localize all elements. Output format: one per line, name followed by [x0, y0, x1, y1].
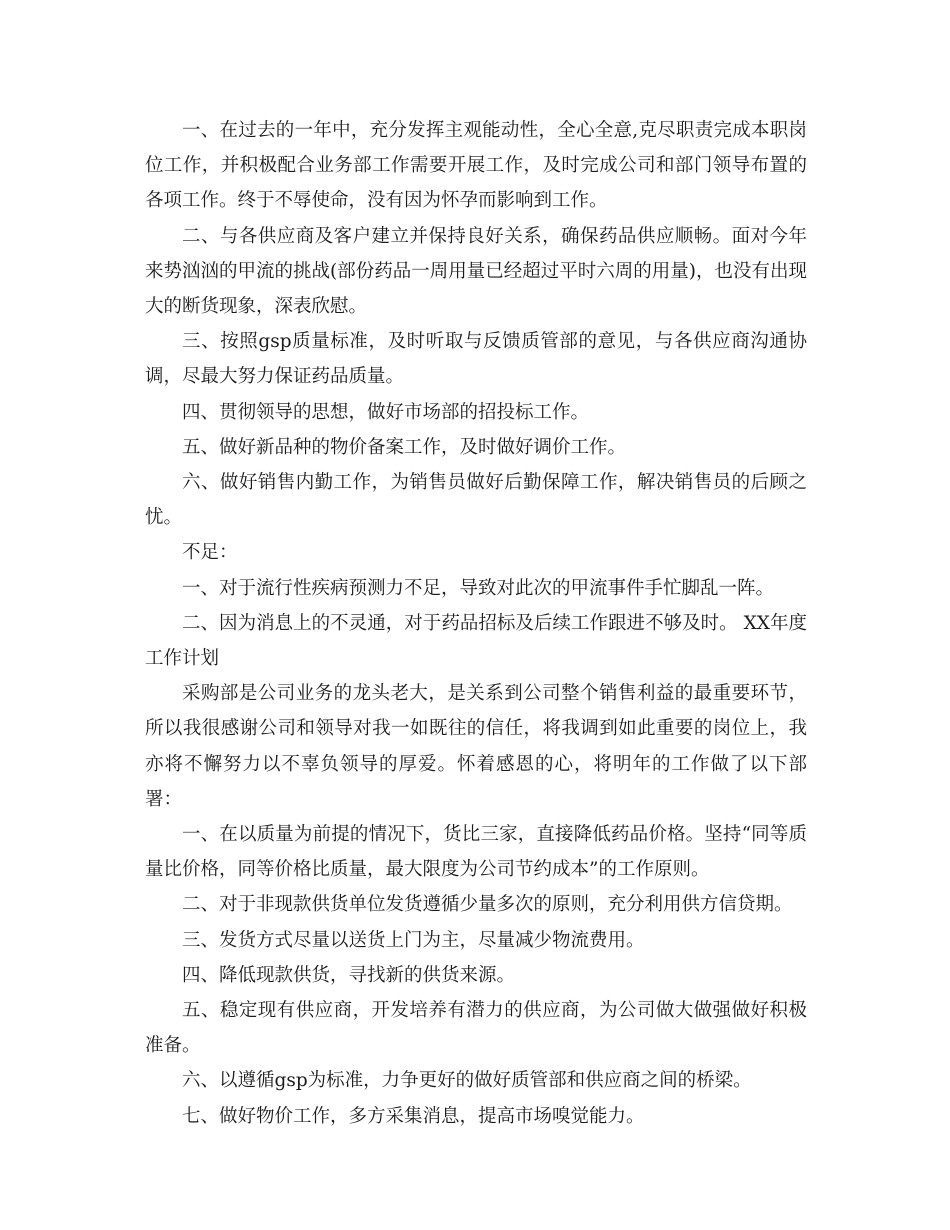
paragraph-4: 四、贯彻领导的思想，做好市场部的招投标工作。 — [182, 401, 590, 423]
paragraph-11: 一、在以质量为前提的情况下，货比三家，直接降低药品价格。坚持“同等质量比价格，同等价格比质量，最大限度为公司节约成本”的工作原则。 — [145, 824, 807, 881]
paragraph-1: 一、在过去的一年中，充分发挥主观能动性，全心全意,克尽职责完成本职岗位工作，并积极配合业务部工作需要开展工作，及时完成公司和部门领导布置的各项工作。终于不辱使命，没有因为怀孕而影响到工作。 — [145, 120, 807, 212]
paragraph-13: 三、发货方式尽量以送货上门为主，尽量减少物流费用。 — [182, 929, 645, 951]
paragraph-17: 七、做好物价工作，多方采集消息，提高市场嗅觉能力。 — [182, 1105, 645, 1127]
paragraph-16: 六、以遵循gsp为标准，力争更好的做好质管部和供应商之间的桥梁。 — [182, 1070, 752, 1092]
paragraph-6: 六、做好销售内勤工作，为销售员做好后勤保障工作，解决销售员的后顾之忧。 — [145, 472, 807, 529]
paragraph-5: 五、做好新品种的物价备案工作，及时做好调价工作。 — [182, 436, 627, 458]
paragraph-3: 三、按照gsp质量标准，及时听取与反馈质管部的意见，与各供应商沟通协调，尽最大努力保证药品质量。 — [145, 331, 807, 388]
paragraph-10: 采购部是公司业务的龙头老大，是关系到公司整个销售利益的最重要环节，所以我很感谢公司和领导对我一如既往的信任，将我调到如此重要的岗位上，我亦将不懈努力以不辜负领导的厚爱。怀着感恩的心，将明年的工作做了以下部署： — [145, 683, 807, 810]
paragraph-9: 二、因为消息上的不灵通，对于药品招标及后续工作跟进不够及时。 XX年度工作计划 — [145, 612, 807, 670]
document-body — [145, 113, 807, 1134]
section-heading-shortcomings: 不足： — [182, 542, 238, 564]
paragraph-12: 二、对于非现款供货单位发货遵循少量多次的原则，充分利用供方信贷期。 — [182, 894, 793, 916]
paragraph-8: 一、对于流行性疾病预测力不足，导致对此次的甲流事件手忙脚乱一阵。 — [182, 577, 775, 599]
paragraph-14: 四、降低现款供货，寻找新的供货来源。 — [182, 964, 516, 986]
paragraph-15: 五、稳定现有供应商，开发培养有潜力的供应商，为公司做大做强做好积极准备。 — [145, 1000, 807, 1057]
paragraph-2: 二、与各供应商及客户建立并保持良好关系，确保药品供应顺畅。面对今年来势汹汹的甲流的挑战(部份药品一周用量已经超过平时六周的用量)，也没有出现大的断货现象，深表欣慰。 — [145, 225, 807, 318]
